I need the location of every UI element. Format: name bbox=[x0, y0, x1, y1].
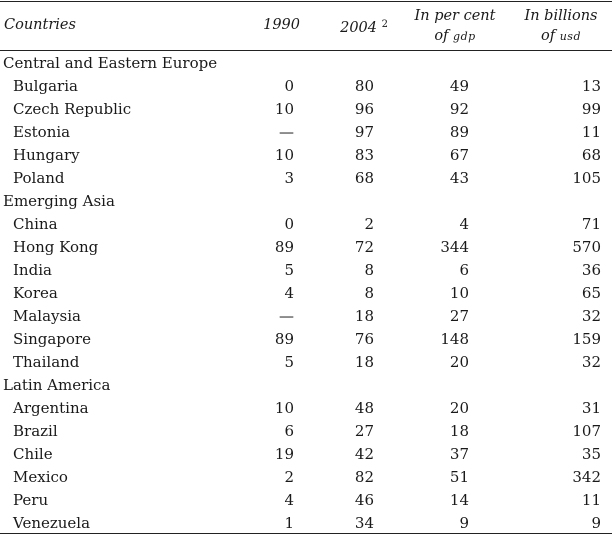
value-percent-gdp: 10 bbox=[449, 284, 469, 302]
table-row bbox=[0, 443, 612, 466]
header-1990: 1990 bbox=[263, 17, 300, 33]
country-name: Bulgaria bbox=[13, 77, 78, 95]
header-usd-unit: usd bbox=[559, 30, 581, 43]
country-name: Korea bbox=[13, 284, 58, 302]
country-name: China bbox=[13, 215, 58, 233]
value-percent-gdp: 37 bbox=[449, 445, 469, 463]
value-billions-usd: 65 bbox=[581, 284, 601, 302]
country-name: Malaysia bbox=[13, 307, 81, 325]
table-row bbox=[0, 121, 612, 144]
table-row bbox=[0, 167, 612, 190]
country-name: Singapore bbox=[13, 330, 91, 348]
country-name: Estonia bbox=[13, 123, 71, 141]
value-1990: 5 bbox=[284, 261, 294, 279]
header-countries: Countries bbox=[4, 17, 76, 33]
table-row bbox=[0, 144, 612, 167]
table-row bbox=[0, 512, 612, 535]
value-percent-gdp: 51 bbox=[449, 468, 469, 486]
group-name: Emerging Asia bbox=[3, 192, 115, 210]
header-2004-footnote: 2 bbox=[381, 19, 388, 30]
value-percent-gdp: 92 bbox=[449, 100, 469, 118]
country-name: Thailand bbox=[13, 353, 80, 371]
value-billions-usd: 570 bbox=[572, 238, 601, 256]
value-percent-gdp: 49 bbox=[449, 77, 469, 95]
table-row bbox=[0, 236, 612, 259]
value-percent-gdp: 9 bbox=[459, 514, 469, 532]
value-2004: 27 bbox=[354, 422, 374, 440]
table-row bbox=[0, 466, 612, 489]
value-2004: 42 bbox=[354, 445, 374, 463]
table-row bbox=[0, 282, 612, 305]
table-row bbox=[0, 305, 612, 328]
table-row bbox=[0, 98, 612, 121]
country-name: Chile bbox=[13, 445, 53, 463]
value-1990: — bbox=[279, 307, 294, 325]
value-percent-gdp: 6 bbox=[459, 261, 469, 279]
value-billions-usd: 36 bbox=[581, 261, 601, 279]
value-2004: 18 bbox=[354, 353, 374, 371]
value-percent-gdp: 344 bbox=[440, 238, 469, 256]
value-billions-usd: 9 bbox=[591, 514, 601, 532]
value-billions-usd: 32 bbox=[581, 353, 601, 371]
value-2004: 48 bbox=[354, 399, 374, 417]
value-1990: 4 bbox=[284, 284, 294, 302]
value-1990: — bbox=[279, 123, 294, 141]
value-billions-usd: 71 bbox=[581, 215, 601, 233]
header-billions-usd bbox=[506, 6, 616, 47]
table-group-row bbox=[0, 52, 612, 75]
value-1990: 0 bbox=[284, 77, 294, 95]
country-name: Brazil bbox=[13, 422, 58, 440]
table-row bbox=[0, 397, 612, 420]
value-percent-gdp: 89 bbox=[449, 123, 469, 141]
value-billions-usd: 68 bbox=[581, 146, 601, 164]
country-name: India bbox=[13, 261, 52, 279]
value-1990: 2 bbox=[284, 468, 294, 486]
group-name: Latin America bbox=[3, 376, 111, 394]
table-body bbox=[0, 52, 612, 535]
value-2004: 96 bbox=[354, 100, 374, 118]
country-name: Poland bbox=[13, 169, 65, 187]
table-row bbox=[0, 420, 612, 443]
header-percent-of: of bbox=[434, 28, 449, 44]
value-2004: 68 bbox=[354, 169, 374, 187]
value-1990: 4 bbox=[284, 491, 294, 509]
value-2004: 34 bbox=[354, 514, 374, 532]
value-2004: 2 bbox=[364, 215, 374, 233]
value-1990: 6 bbox=[284, 422, 294, 440]
value-2004: 18 bbox=[354, 307, 374, 325]
value-1990: 3 bbox=[284, 169, 294, 187]
header-percent-line2 bbox=[400, 26, 510, 47]
value-billions-usd: 31 bbox=[581, 399, 601, 417]
value-1990: 10 bbox=[274, 100, 294, 118]
table-row bbox=[0, 328, 612, 351]
value-1990: 10 bbox=[274, 146, 294, 164]
value-percent-gdp: 14 bbox=[449, 491, 469, 509]
value-percent-gdp: 43 bbox=[449, 169, 469, 187]
header-gdp-unit: gdp bbox=[453, 30, 476, 43]
value-2004: 76 bbox=[354, 330, 374, 348]
value-1990: 10 bbox=[274, 399, 294, 417]
value-1990: 0 bbox=[284, 215, 294, 233]
table-row bbox=[0, 259, 612, 282]
table-group-row bbox=[0, 190, 612, 213]
table-row bbox=[0, 75, 612, 98]
country-name: Argentina bbox=[13, 399, 89, 417]
country-name: Mexico bbox=[13, 468, 68, 486]
value-1990: 89 bbox=[274, 330, 294, 348]
header-billions-line2 bbox=[506, 26, 616, 47]
header-billions-of: of bbox=[541, 28, 556, 44]
value-billions-usd: 107 bbox=[572, 422, 601, 440]
table-top-rule bbox=[0, 1, 612, 2]
value-1990: 89 bbox=[274, 238, 294, 256]
value-percent-gdp: 18 bbox=[449, 422, 469, 440]
table-row bbox=[0, 213, 612, 236]
table-bottom-rule bbox=[0, 533, 612, 534]
header-billions-line1: In billions bbox=[524, 8, 598, 24]
table-group-row bbox=[0, 374, 612, 397]
value-percent-gdp: 20 bbox=[449, 399, 469, 417]
value-2004: 8 bbox=[364, 284, 374, 302]
header-2004 bbox=[318, 15, 388, 38]
header-2004-label: 2004 bbox=[340, 20, 378, 36]
value-billions-usd: 32 bbox=[581, 307, 601, 325]
value-billions-usd: 159 bbox=[572, 330, 601, 348]
value-billions-usd: 35 bbox=[581, 445, 601, 463]
group-name: Central and Eastern Europe bbox=[3, 54, 218, 72]
value-2004: 83 bbox=[354, 146, 374, 164]
country-name: Czech Republic bbox=[13, 100, 132, 118]
value-2004: 8 bbox=[364, 261, 374, 279]
country-name: Venezuela bbox=[13, 514, 91, 532]
header-percent-line1: In per cent bbox=[414, 8, 496, 24]
value-1990: 19 bbox=[274, 445, 294, 463]
table-row bbox=[0, 351, 612, 374]
header-percent-of-gdp bbox=[400, 6, 510, 47]
value-2004: 72 bbox=[354, 238, 374, 256]
value-billions-usd: 99 bbox=[581, 100, 601, 118]
value-billions-usd: 11 bbox=[581, 491, 601, 509]
value-percent-gdp: 67 bbox=[449, 146, 469, 164]
country-name: Peru bbox=[13, 491, 49, 509]
country-name: Hong Kong bbox=[13, 238, 99, 256]
value-2004: 80 bbox=[354, 77, 374, 95]
country-name: Hungary bbox=[13, 146, 80, 164]
value-percent-gdp: 27 bbox=[449, 307, 469, 325]
value-2004: 46 bbox=[354, 491, 374, 509]
value-billions-usd: 11 bbox=[581, 123, 601, 141]
table-row bbox=[0, 489, 612, 512]
value-percent-gdp: 4 bbox=[459, 215, 469, 233]
value-1990: 5 bbox=[284, 353, 294, 371]
value-billions-usd: 13 bbox=[581, 77, 601, 95]
value-billions-usd: 105 bbox=[572, 169, 601, 187]
value-percent-gdp: 20 bbox=[449, 353, 469, 371]
header-rule bbox=[0, 50, 612, 51]
value-2004: 82 bbox=[354, 468, 374, 486]
value-billions-usd: 342 bbox=[572, 468, 601, 486]
value-2004: 97 bbox=[354, 123, 374, 141]
value-1990: 1 bbox=[284, 514, 294, 532]
value-percent-gdp: 148 bbox=[440, 330, 469, 348]
